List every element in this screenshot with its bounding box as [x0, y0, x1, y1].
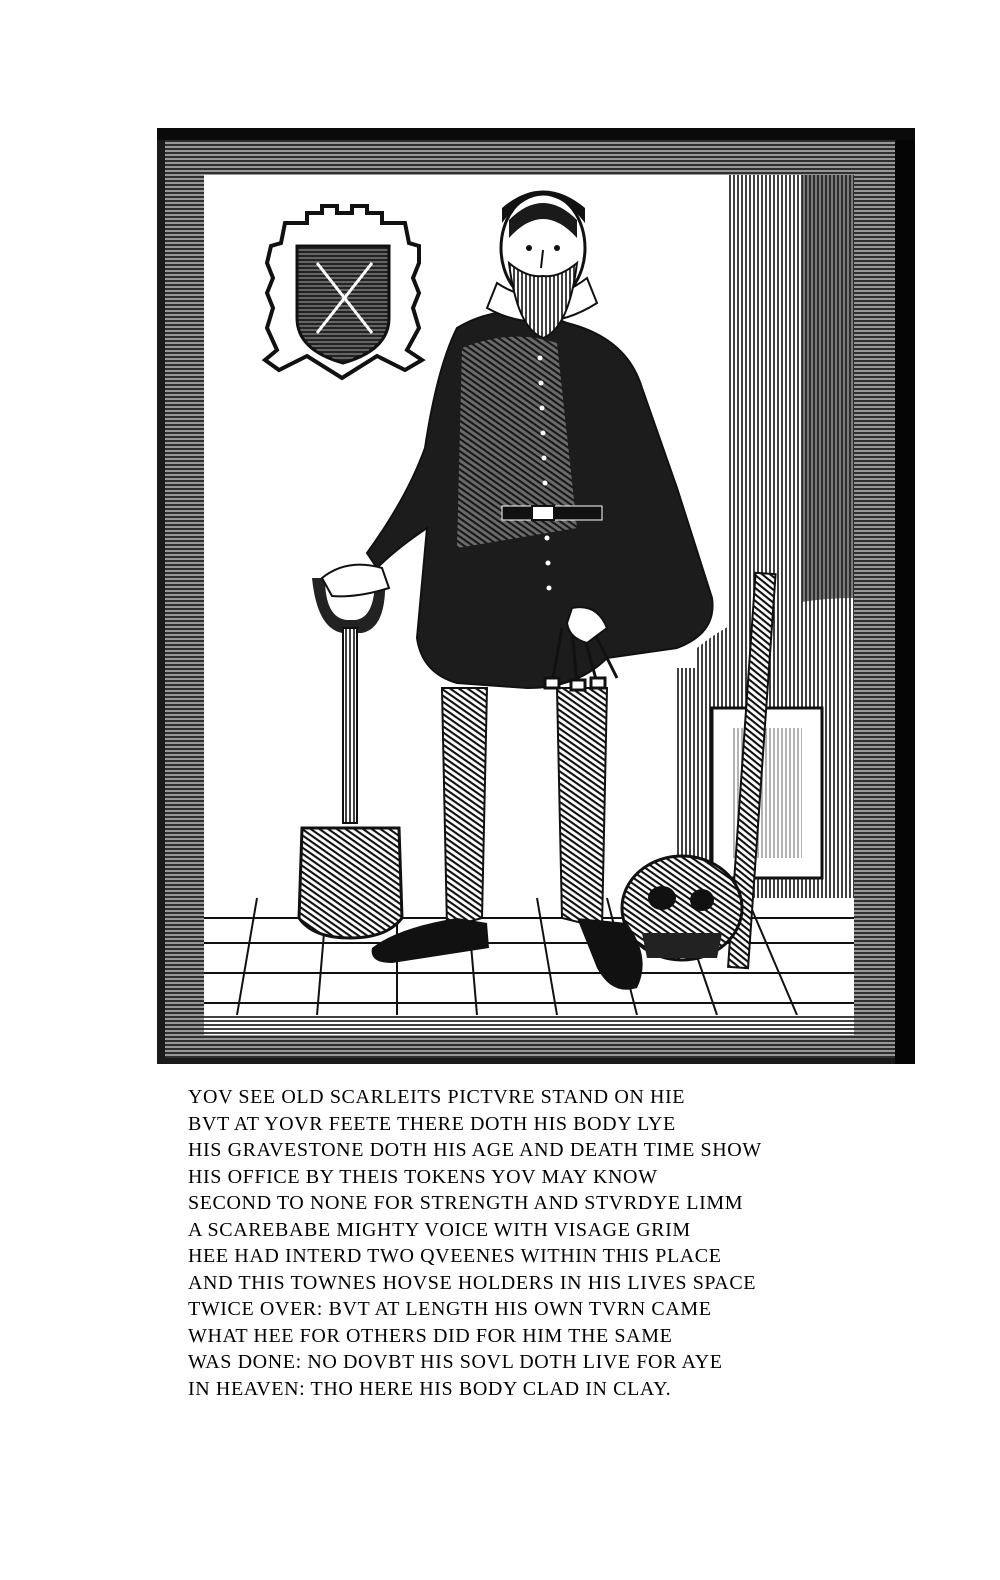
verse-line: HEE HAD INTERD TWO QVEENES WITHIN THIS PLACE — [188, 1245, 722, 1267]
verse-line: YOV SEE OLD SCARLEITS PICTVRE STAND ON HIE — [188, 1086, 686, 1108]
coat-of-arms — [265, 206, 422, 378]
verse-line: AND THIS TOWNES HOVSE HOLDERS IN HIS LIVES SPACE — [188, 1271, 757, 1294]
verse-line: IN HEAVEN: THO HERE HIS BODY CLAD IN CLAY. — [188, 1377, 672, 1400]
verse-line: A SCAREBABE MIGHTY VOICE WITH VISAGE GRIM — [188, 1218, 691, 1241]
verse-inscription — [188, 1084, 888, 1402]
verse-line: HIS OFFICE BY THEIS TOKENS YOV MAY KNOW — [188, 1165, 658, 1188]
verse-line: BVT AT YOVR FEETE THERE DOTH HIS BODY LYE — [188, 1112, 676, 1135]
verse-line: WHAT HEE FOR OTHERS DID FOR HIM THE SAME — [188, 1324, 673, 1347]
plate-illustration — [157, 128, 915, 1064]
verse-line: HIS GRAVESTONE DOTH HIS AGE AND DEATH TIME SHOW — [188, 1139, 762, 1161]
verse-line: TWICE OVER: BVT AT LENGTH HIS OWN TVRN CAME — [188, 1298, 712, 1320]
verse-line: SECOND TO NONE FOR STRENGTH AND STVRDYE LIMM — [188, 1192, 744, 1214]
skull — [622, 856, 742, 960]
engraved-plate — [157, 128, 915, 1064]
verse-line: WAS DONE: NO DOVBT HIS SOVL DOTH LIVE FOR AYE — [188, 1351, 723, 1373]
